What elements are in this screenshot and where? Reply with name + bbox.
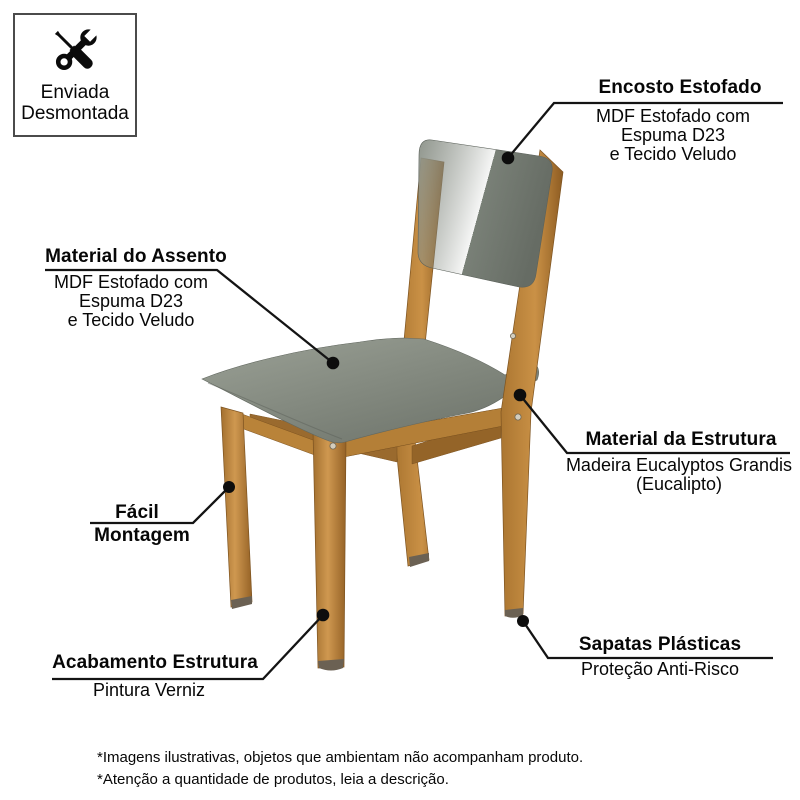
callout-title-facil-line1: Fácil: [115, 502, 159, 523]
callout-desc-line: MDF Estofado com: [53, 272, 209, 292]
callout-title-facil-line2: Montagem: [94, 525, 190, 546]
tools-icon: [46, 22, 104, 80]
chair-front-right-leg: [313, 431, 346, 668]
callout-dot-acabamento: [317, 609, 330, 622]
callout-title-acabamento: Acabamento Estrutura: [52, 652, 258, 673]
footnotes: [97, 747, 583, 791]
callout-desc-line: e Tecido Veludo: [609, 144, 737, 164]
badge-line-1: Enviada: [40, 82, 110, 103]
callout-desc-line: Madeira Eucalyptos Grandis: [565, 455, 793, 475]
chair-backrest-cushion: [418, 140, 552, 287]
chair-front-left-leg: [221, 407, 252, 607]
callout-desc-line: Proteção Anti-Risco: [580, 659, 740, 679]
chair: [202, 140, 563, 671]
callout-desc-sapatas: [530, 660, 790, 679]
callout-dot-facil: [223, 481, 235, 493]
callout-desc-line: Espuma D23: [620, 125, 726, 145]
badge-line-2: Desmontada: [21, 103, 129, 124]
callout-dot-encosto: [502, 152, 515, 165]
callout-title-encosto: Encosto Estofado: [598, 77, 762, 98]
callout-desc-encosto: [542, 107, 800, 164]
callout-title-estrutura: Material da Estrutura: [585, 429, 777, 450]
callout-dot-estrutura: [514, 389, 527, 402]
callout-desc-assento: [1, 273, 261, 330]
callout-desc-acabamento: [19, 681, 279, 700]
shipping-badge: [13, 13, 137, 137]
chair-front-right-foot-pad: [318, 659, 344, 671]
callout-dot-sapatas: [517, 615, 529, 627]
callout-desc-line: Espuma D23: [78, 291, 184, 311]
callout-dot-assento: [327, 357, 340, 370]
footnote-line-2: *Atenção a quantidade de produtos, leia a descrição.: [97, 771, 449, 788]
screw-icon: [510, 333, 515, 338]
callout-title-assento: Material do Assento: [45, 246, 227, 267]
callout-title-sapatas: Sapatas Plásticas: [578, 634, 742, 655]
screw-icon: [330, 443, 336, 449]
callout-desc-line: MDF Estofado com: [595, 106, 751, 126]
callout-desc-line: (Eucalipto): [635, 474, 723, 494]
callout-desc-line: Pintura Verniz: [92, 680, 206, 700]
callout-desc-line: e Tecido Veludo: [67, 310, 195, 330]
callout-desc-estrutura: [547, 456, 800, 494]
screw-icon: [515, 414, 521, 420]
footnote-line-1: *Imagens ilustrativas, objetos que ambientam não acompanham produto.: [97, 749, 584, 766]
